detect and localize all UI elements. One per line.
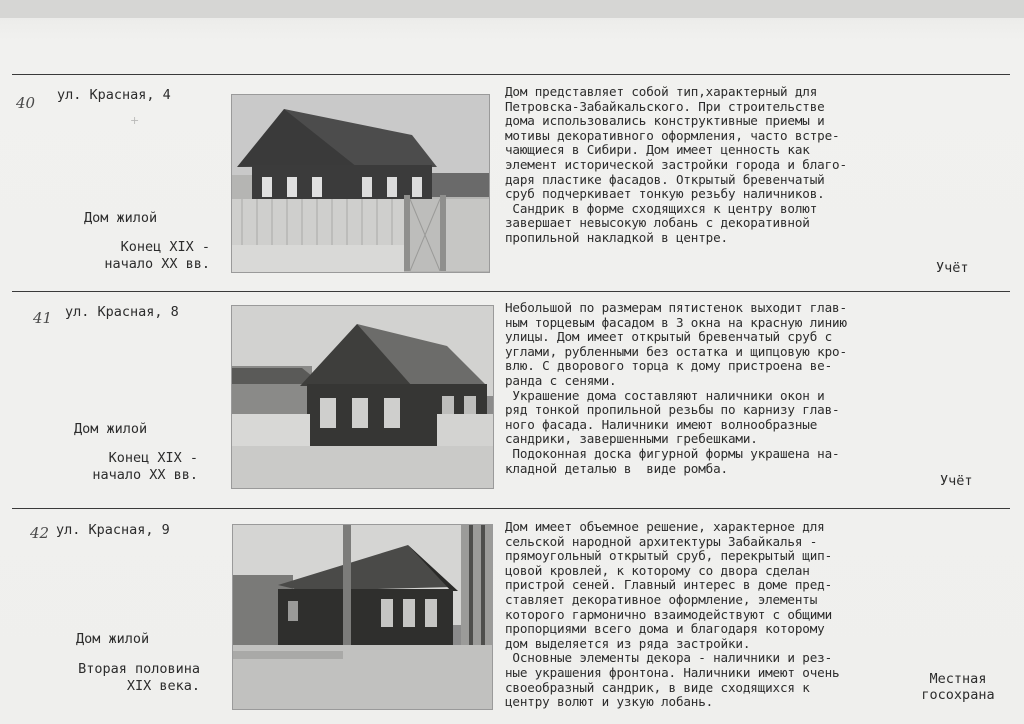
house-photo-icon (232, 95, 489, 272)
house-photo-icon (232, 306, 493, 488)
entry-number: 40 (16, 94, 36, 112)
entry-photo (231, 305, 494, 489)
house-photo-icon (233, 525, 492, 709)
entry-status: Местная госохрана (921, 671, 995, 703)
row-divider (12, 508, 1010, 509)
entry-building-type: Дом жилой (74, 421, 148, 437)
entry-building-type: Дом жилой (76, 631, 150, 647)
entry-number: 41 (33, 309, 53, 327)
entry-number: 42 (30, 524, 50, 542)
entry-date: Конец XIX - начало XX вв. (92, 450, 198, 483)
row-divider (12, 74, 1010, 75)
entry-address: ул. Красная, 8 (65, 304, 179, 320)
row-divider (12, 291, 1010, 292)
entry-date: Конец XIX - начало XX вв. (104, 239, 210, 272)
entry-address: ул. Красная, 4 (57, 87, 171, 103)
entry-status: Учёт (936, 260, 969, 276)
scan-top-band (0, 0, 1024, 18)
entry-building-type: Дом жилой (84, 210, 158, 226)
entry-date: Вторая половина XIX века. (78, 661, 200, 694)
entry-photo (231, 94, 490, 273)
entry-photo (232, 524, 493, 710)
entry-status: Учёт (940, 473, 973, 489)
pencil-mark: + (130, 114, 140, 127)
entry-description: Небольшой по размерам пятистенок выходит глав- ным торцевым фасадом в 3 окна на красную линию улицы. Дом имеет открытый бревенчатый сруб с углами, рубленными без остатка и щипцовую кро- влю. С дворового торца к дому пристроена ве- ранда с сенями. Украшение дома составляют наличники окон и ряд тонкой пропильной резьбы по карнизу глав- ного фасада. Наличники имеют волнообразные сандрики, завершенными гребешками. Подоконная доска фигурной формы украшена на- кладной деталью в виде ромба. (505, 300, 847, 476)
entry-description: Дом представляет собой тип,характерный для Петровска-Забайкальского. При строительстве дома использовались конструктивные приемы и мотивы декоративного оформления, часто встре- чающиеся в Сибири. Дом имеет ценность как элемент исторической застройки города и благо- даря пластике фасадов. Открытый бревенчатый сруб подчеркивает тонкую резьбу наличников. Сандрик в форме сходящихся к центру волют завершает невысокую лобань с декоративной пропильной накладкой в центре. (505, 84, 847, 245)
entry-description: Дом имеет объемное решение, характерное для сельской народной архитектуры Забайкалья - прямоугольный открытый сруб, перекрытый щип- цовой кровлей, к которому со двора сделан пристрой сеней. Главный интерес в доме пред- ставляет декоративное оформление, элементы которого гармонично взаимодействуют с общими пропорциями всего дома и благодаря которому дом выделяется из ряда застройки. Основные элементы декора - наличники и рез- ные украшения фронтона. Наличники имеют очень своеобразный сандрик, в виде сходящихся к центру волют и узкую лобань. (505, 519, 840, 710)
entry-address: ул. Красная, 9 (56, 522, 170, 538)
